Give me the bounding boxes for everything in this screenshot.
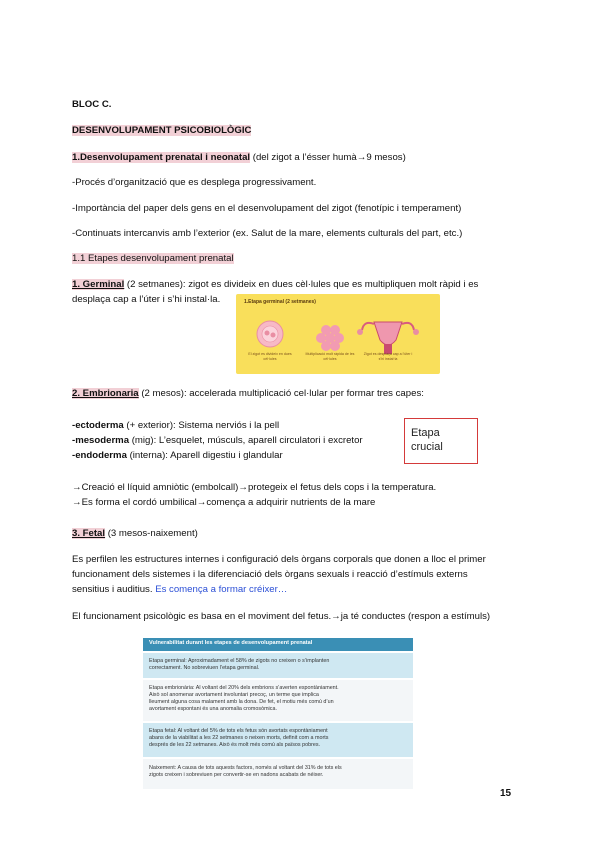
- section-1-heading: [72, 151, 406, 164]
- mesoderma-line: [72, 434, 363, 447]
- crucial-line-1: Etapa: [411, 427, 440, 439]
- germinal-stage-figure: [236, 294, 440, 374]
- cell-cluster-icon: [316, 325, 344, 351]
- section-1-1-title: 1.1 Etapes desenvolupament prenatal: [72, 253, 234, 264]
- section-1-1-heading: [72, 252, 234, 265]
- vulnerability-table: [143, 638, 413, 796]
- germinal-label: 1. Germinal: [72, 279, 125, 290]
- mesoderma-label: -mesoderma: [72, 435, 130, 446]
- embrionaria-line: [72, 387, 424, 400]
- figure-caption-3: Zigot es desplaça cap a l’úter i s’hi instal·la: [363, 352, 413, 361]
- endoderma-text: (interna): Aparell digestiu i glandular: [126, 450, 283, 461]
- embrionaria-text: (2 mesos): accelerada multiplicació cel·lular per formar tres capes:: [138, 388, 424, 399]
- vulnerability-row-germinal: Etapa germinal: Aproximadament el 58% de zigots no creixen o s’implanten correctament. No sobreviuen l’etapa germinal.: [143, 653, 413, 678]
- fetal-paragraph-3: [72, 583, 287, 596]
- vulnerability-row-embrionaria: Etapa embrionària: Al voltant del 20% dels embrions s’averten espontàniament. Això sol anomenar avortament involuntari precoç, un terme que implica lleument alguna cosa malament amb la dona. De fet, el motiu més comú d’un avortament espontani és una anomalia cromosòmica.: [143, 680, 413, 721]
- vulnerability-row-fetal: Etapa fetal: Al voltant del 5% de tots els fetus són avortats espontàniament abans de la viabilitat a les 22 setmanes o neixen morts, definit com a morts després de les 22 setmanes. Això és molt més comú als països pobres.: [143, 723, 413, 757]
- figure-caption-2: Multiplicació molt ràpida de les cèl·lules: [305, 352, 355, 361]
- endoderma-line: [72, 449, 283, 462]
- embrionaria-label: 2. Embrionaria: [72, 388, 139, 399]
- page-title-text: DESENVOLUPAMENT PSICOBIOLÒGIC: [72, 125, 252, 136]
- page-number: 15: [500, 788, 512, 799]
- vulnerability-table-title: Vulnerabilitat durant les etapes de desenvolupament prenatal: [149, 640, 313, 646]
- section-1-rest: (del zigot a l’ésser humà→9 mesos): [250, 152, 406, 163]
- fetal-paragraph-2: funcionament dels sistemes i la diferenciació dels òrgans sexuals i reacció d’estímuls externs: [72, 569, 468, 580]
- figure-title: 1.Etapa germinal (2 setmanes): [244, 299, 316, 305]
- uterus-icon: [357, 322, 419, 354]
- figure-caption-1: El zigot es divideix en dues cèl·lules: [248, 352, 292, 361]
- arrow-line-2: →Es forma el cordó umbilical→comença a adquirir nutrients de la mare: [72, 497, 376, 508]
- bullet-1: -Procés d’organització que es desplega progressivament.: [72, 177, 317, 188]
- germinal-line-2: desplaça cap a l’úter i s’hi instal·la.: [72, 294, 221, 305]
- mesoderma-text: (mig): L’esquelet, músculs, aparell circulatori i excretor: [129, 435, 363, 446]
- fetal-paragraph-3a: sensitius i auditius.: [72, 584, 156, 595]
- germinal-text-1: (2 setmanes): zigot es divideix en dues cèl·lules que es multipliquen molt ràpid i es: [124, 279, 479, 290]
- bullet-3: -Continuats intercanvis amb l’exterior (ex. Salut de la mare, elements culturals del part, etc.): [72, 228, 463, 239]
- fetal-paragraph-4: El funcionament psicològic es basa en el moviment del fetus.→ja té conductes (respon a estímuls): [72, 611, 491, 622]
- ectoderma-text: (+ exterior): Sistema nerviós i la pell: [123, 420, 280, 431]
- fetal-highlight-text: Es comença a formar créixer…: [155, 584, 288, 595]
- fetal-label: 3. Fetal: [72, 528, 106, 539]
- fetal-paragraph-1: Es perfilen les estructures internes i configuració dels òrgans corporals que donen a lloc el primer: [72, 554, 486, 565]
- germinal-illustration: [236, 294, 440, 374]
- fetal-text: (3 mesos-naixement): [105, 528, 198, 539]
- zygote-icon: [257, 321, 283, 347]
- crucial-stage-box: [404, 418, 478, 464]
- crucial-line-2: crucial: [411, 441, 443, 453]
- germinal-line-1: [72, 278, 478, 291]
- fetal-line: [72, 527, 198, 540]
- arrow-line-1: →Creació el líquid amniòtic (embolcall)→protegeix el fetus dels cops i la temperatura.: [72, 482, 437, 493]
- bloc-label: BLOC C.: [72, 99, 112, 110]
- ectoderma-label: -ectoderma: [72, 420, 124, 431]
- bullet-2: -Importància del paper dels gens en el desenvolupament del zigot (fenotípic i temperament): [72, 203, 462, 214]
- endoderma-label: -endoderma: [72, 450, 127, 461]
- ectoderma-line: [72, 419, 279, 432]
- page-title: [72, 124, 251, 137]
- vulnerability-table-header: [143, 638, 413, 651]
- section-1-title: 1.Desenvolupament prenatal i neonatal: [72, 152, 251, 163]
- vulnerability-row-naixement: Naixement: A causa de tots aquests factors, només al voltant del 31% de tots els zigots creixen i sobreviuen per convertir-se en nadons acabats de néixer.: [143, 759, 413, 789]
